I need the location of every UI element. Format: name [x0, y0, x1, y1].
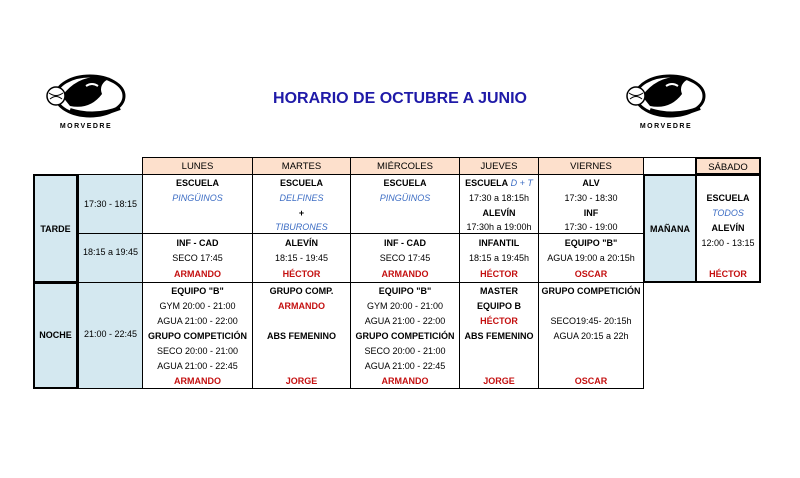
header-martes: MARTES	[252, 157, 351, 175]
cell-viernes-tarde-2	[538, 233, 644, 283]
header-spacer	[643, 157, 695, 175]
group-sub: DELFINES	[279, 193, 324, 203]
group-name: ESCUELA	[383, 178, 427, 188]
cell-lunes-noche	[142, 282, 253, 389]
coach-name: JORGE	[285, 376, 318, 386]
coach-name: ARMANDO	[174, 269, 221, 279]
time-text: GYM 20:00 - 21:00	[159, 301, 236, 311]
logo-wordmark: MORVEDRE	[59, 123, 113, 130]
time-text: AGUA 21:00 - 22:45	[364, 361, 446, 371]
cell-martes-noche	[252, 282, 351, 389]
coach-name: HÉCTOR	[480, 269, 518, 279]
plus-sign: +	[298, 208, 305, 218]
cell-jueves-tarde-2	[459, 233, 539, 283]
group-name: ABS FEMENINO	[464, 331, 534, 341]
header-viernes: VIERNES	[538, 157, 644, 175]
time-text: AGUA 21:00 - 22:00	[364, 316, 446, 326]
cell-jueves-tarde-1	[459, 174, 539, 234]
cell-miercoles-tarde-1	[350, 174, 460, 234]
group-name: GRUPO COMPETICIÓN	[147, 331, 247, 341]
group-name: INF	[583, 208, 599, 218]
period-label: MAÑANA	[650, 224, 690, 234]
group-sub: TIBURONES	[275, 222, 328, 232]
time-text: GYM 20:00 - 21:00	[366, 301, 444, 311]
group-sub: TODOS	[712, 208, 744, 218]
coach-name: HÉCTOR	[282, 269, 321, 279]
coach-name: HÉCTOR	[709, 269, 747, 279]
time-text: 17:30 - 19:00	[564, 222, 618, 232]
time-text: AGUA 21:00 - 22:00	[157, 316, 238, 326]
time-text: AGUA 21:00 - 22:45	[157, 361, 238, 371]
time-text: 17:30h a 19:00h	[466, 222, 532, 232]
time-text: 12:00 - 13:15	[701, 238, 755, 248]
group-name: EQUIPO "B"	[378, 286, 432, 296]
coach-name: ARMANDO	[278, 301, 325, 311]
cell-lunes-tarde-2	[142, 233, 253, 283]
group-name: GRUPO COMPETICIÓN	[355, 331, 455, 341]
time-text: SECO 20:00 - 21:00	[364, 346, 446, 356]
header-jueves: JUEVES	[459, 157, 539, 175]
time-label: 21:00 - 22:45	[83, 329, 138, 339]
time-text: 17:30 a 18:15h	[468, 193, 530, 203]
cell-viernes-tarde-1	[538, 174, 644, 234]
time-label: 17:30 - 18:15	[83, 199, 138, 209]
group-name: ALEVÍN	[482, 208, 516, 218]
time-slot-2	[78, 233, 143, 283]
period-tarde	[33, 174, 78, 283]
period-noche	[33, 282, 78, 389]
header-sabado: SÁBADO	[695, 157, 761, 175]
time-text: 18:15 a 19:45h	[468, 253, 530, 263]
group-name: GRUPO COMP.	[269, 286, 334, 296]
time-text: AGUA 20:15 a 22h	[553, 331, 629, 341]
cell-lunes-tarde-1	[142, 174, 253, 234]
period-label: TARDE	[40, 224, 71, 234]
group-name: ABS FEMENINO	[266, 331, 336, 341]
time-text: SECO 17:45	[379, 253, 431, 263]
cell-miercoles-tarde-2	[350, 233, 460, 283]
time-text: AGUA 19:00 a 20:15h	[547, 253, 635, 263]
group-name: ALEVÍN	[284, 238, 318, 248]
group-name: EQUIPO "B"	[171, 286, 224, 296]
coach-name: ARMANDO	[381, 376, 429, 386]
time-text: 17:30 - 18:30	[564, 193, 618, 203]
group-name: ALV	[582, 178, 600, 188]
page-title: HORARIO DE OCTUBRE A JUNIO	[273, 90, 527, 107]
time-text: SECO 20:00 - 21:00	[156, 346, 239, 356]
cell-viernes-noche	[538, 282, 644, 389]
cell-jueves-noche	[459, 282, 539, 389]
group-sub: PINGÜINOS	[379, 193, 431, 203]
coach-name: ARMANDO	[381, 269, 429, 279]
group-sub: D + T	[510, 178, 533, 188]
group-name-line	[460, 178, 538, 188]
header-lunes: LUNES	[142, 157, 253, 175]
group-name: ESCUELA	[706, 193, 750, 203]
coach-name: HÉCTOR	[480, 316, 518, 326]
cell-martes-tarde-2	[252, 233, 351, 283]
cell-miercoles-noche	[350, 282, 460, 389]
time-slot-1	[78, 174, 143, 234]
coach-name: OSCAR	[574, 376, 608, 386]
group-name: INFANTIL	[478, 238, 520, 248]
group-name: ESCUELA	[465, 178, 509, 188]
group-name: MASTER	[480, 286, 518, 296]
header-miercoles: MIÉRCOLES	[350, 157, 460, 175]
time-text: SECO 17:45	[172, 253, 223, 263]
group-name: EQUIPO B	[476, 301, 521, 311]
group-name: EQUIPO "B"	[564, 238, 618, 248]
coach-name: ARMANDO	[174, 376, 221, 386]
group-name: ESCUELA	[279, 178, 323, 188]
group-name: ESCUELA	[175, 178, 219, 188]
period-label: NOCHE	[39, 330, 72, 340]
group-name: INF - CAD	[384, 238, 426, 248]
group-name: INF - CAD	[176, 238, 219, 248]
time-label: 18:15 a 19:45	[82, 247, 139, 257]
period-manana	[643, 174, 696, 283]
coach-name: JORGE	[483, 376, 515, 386]
group-name: ALEVÍN	[711, 223, 745, 233]
group-name: GRUPO COMPETICIÓN	[541, 286, 641, 296]
cell-sabado	[695, 174, 761, 283]
time-text: SECO19:45- 20:15h	[550, 316, 632, 326]
time-slot-3	[78, 282, 143, 389]
coach-name: OSCAR	[574, 269, 608, 279]
group-sub: PINGÜINOS	[172, 193, 223, 203]
cell-martes-tarde-1	[252, 174, 351, 234]
logo-wordmark: MORVEDRE	[639, 123, 693, 130]
time-text: 18:15 - 19:45	[274, 253, 329, 263]
